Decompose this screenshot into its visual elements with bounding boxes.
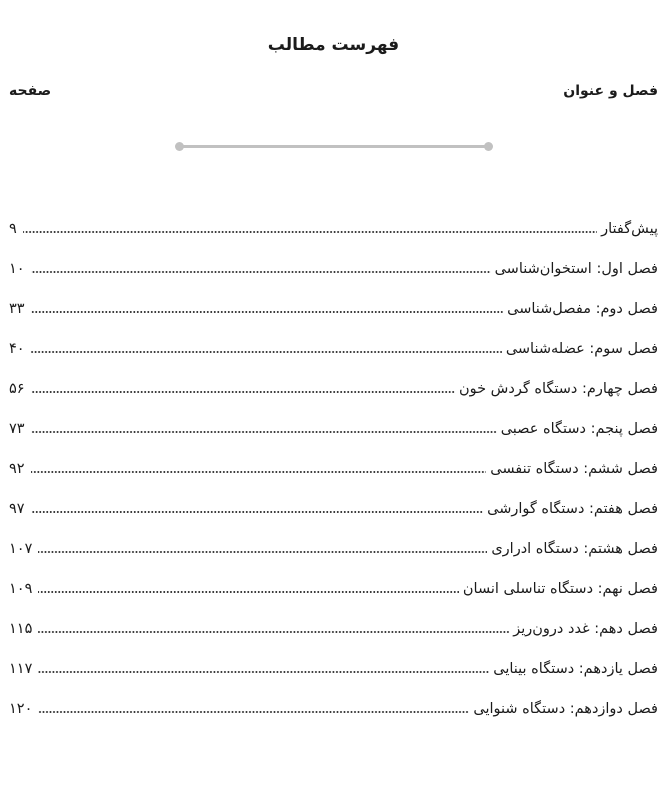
toc-entry <box>9 569 658 609</box>
toc-entry-page-number: ۱۰۷ <box>9 541 33 557</box>
dotted-leader <box>23 231 597 233</box>
toc-entry-title: فصل هشتم: دستگاه ادراری <box>491 541 658 557</box>
toc-entry-page-number: ۱۱۷ <box>9 661 33 677</box>
toc-entry <box>9 609 658 649</box>
dotted-leader <box>38 711 469 713</box>
toc-entry-page-number: ۵۶ <box>9 381 25 397</box>
toc-entry-title: پیش‌گفتار <box>601 221 658 237</box>
toc-entry-page-number: ۱۰ <box>9 261 25 277</box>
toc-entry <box>9 329 658 369</box>
dotted-leader <box>31 351 502 353</box>
toc-entry <box>9 289 658 329</box>
toc-entry-title: فصل دوازدهم: دستگاه شنوایی <box>473 701 658 717</box>
dotted-leader <box>31 431 497 433</box>
toc-entry-page-number: ۹۷ <box>9 501 25 517</box>
dotted-leader <box>38 551 487 553</box>
toc-entry-title: فصل پنجم: دستگاه عصبی <box>500 421 658 437</box>
toc-entry-title: فصل ششم: دستگاه تنفسی <box>490 461 658 477</box>
dotted-leader <box>31 391 455 393</box>
chapter-column-header: فصل و عنوان <box>563 83 658 99</box>
dotted-leader <box>31 511 484 513</box>
toc-entry <box>9 489 658 529</box>
toc-entry-title: فصل اول: استخوان‌شناسی <box>494 261 658 277</box>
dotted-leader <box>31 471 487 473</box>
toc-entry-title: فصل هفتم: دستگاه گوارشی <box>487 501 658 517</box>
toc-entry <box>9 689 658 729</box>
toc-entry-title: فصل سوم: عضله‌شناسی <box>505 341 658 357</box>
toc-entry-page-number: ۹۲ <box>9 461 25 477</box>
toc-entry-page-number: ۱۱۵ <box>9 621 33 637</box>
page-column-header: صفحه <box>9 83 52 99</box>
dotted-leader <box>38 631 509 633</box>
toc-entry-page-number: ۷۳ <box>9 421 25 437</box>
dotted-leader <box>38 671 489 673</box>
toc-entry <box>9 249 658 289</box>
toc-entry <box>9 449 658 489</box>
toc-entry <box>9 209 658 249</box>
dotted-leader <box>31 271 491 273</box>
toc-entry-title: فصل چهارم: دستگاه گردش خون <box>458 381 658 397</box>
toc-entry-title: فصل دوم: مفصل‌شناسی <box>507 301 658 317</box>
divider-line <box>182 145 486 148</box>
toc-entry-page-number: ۱۲۰ <box>9 701 33 717</box>
dotted-leader <box>38 591 459 593</box>
toc-entry-page-number: ۳۳ <box>9 301 25 317</box>
toc-entry <box>9 369 658 409</box>
toc-entry-title: فصل نهم: دستگاه تناسلی انسان <box>462 581 658 597</box>
dotted-leader <box>31 311 504 313</box>
toc-entry-page-number: ۱۰۹ <box>9 581 33 597</box>
section-divider <box>175 142 493 151</box>
toc-entry-page-number: ۹ <box>9 221 17 237</box>
toc-entry <box>9 409 658 449</box>
toc-entry-page-number: ۴۰ <box>9 341 25 357</box>
toc-entry-title: فصل یازدهم: دستگاه بینایی <box>493 661 658 677</box>
toc-entry <box>9 529 658 569</box>
toc-page <box>0 34 671 802</box>
toc-entry <box>9 649 658 689</box>
toc-list <box>9 209 658 729</box>
toc-column-headers <box>9 82 658 100</box>
toc-entry-title: فصل دهم: غدد درون‌ریز <box>513 621 658 637</box>
divider-end-dot <box>175 142 184 151</box>
page-title: فهرست مطالب <box>267 35 400 55</box>
